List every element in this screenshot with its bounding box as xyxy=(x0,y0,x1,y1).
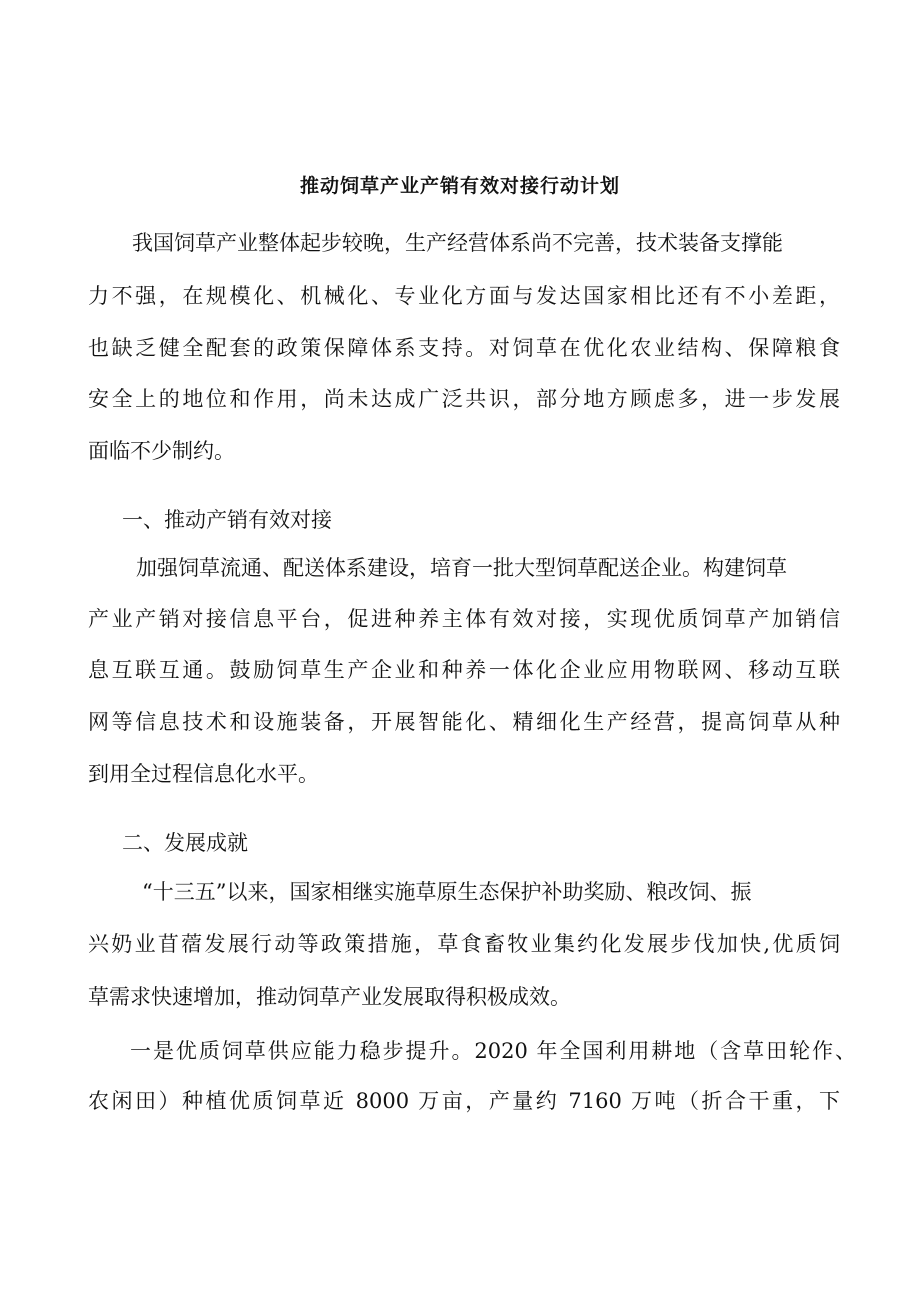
section1-line-1: 加强饲草流通、配送体系建设，培育一批大型饲草配送企业。构建饲草 xyxy=(136,556,787,580)
section1-line-4: 网等信息技术和设施装备，开展智能化、精细化生产经营，提高饲草从种 xyxy=(88,710,840,734)
section2-p2-line-2: 农闲田）种植优质饲草近 8000 万亩，产量约 7160 万吨（折合干重，下 xyxy=(88,1089,840,1113)
section2-p1-line-1: “十三五”以来，国家相继实施草原生态保护补助奖励、粮改饲、振 xyxy=(142,880,752,904)
section1-heading: 一、推动产销有效对接 xyxy=(122,508,332,532)
section1-line-5: 到用全过程信息化水平。 xyxy=(88,762,319,786)
section1-line-3: 息互联互通。鼓励饲草生产企业和种养一体化企业应用物联网、移动互联 xyxy=(88,658,840,682)
section2-p2-line-1: 一是优质饲草供应能力稳步提升。2020 年全国利用耕地（含草田轮作、 xyxy=(130,1039,856,1063)
intro-line-5: 面临不少制约。 xyxy=(88,439,235,463)
section2-p1-line-3: 草需求快速增加，推动饲草产业发展取得积极成效。 xyxy=(88,985,571,1009)
intro-line-3: 也缺乏健全配套的政策保障体系支持。对饲草在优化农业结构、保障粮食 xyxy=(88,336,840,360)
intro-line-2: 力不强，在规模化、机械化、专业化方面与发达国家相比还有不小差距， xyxy=(88,284,840,308)
intro-line-4: 安全上的地位和作用，尚未达成广泛共识，部分地方顾虑多，进一步发展 xyxy=(88,387,840,411)
section2-p1-line-2: 兴奶业苜蓿发展行动等政策措施，草食畜牧业集约化发展步伐加快,优质饲 xyxy=(88,932,840,956)
intro-line-1: 我国饲草产业整体起步较晚，生产经营体系尚不完善，技术装备支撑能 xyxy=(132,231,783,255)
section1-line-2: 产业产销对接信息平台，促进种养主体有效对接，实现优质饲草产加销信 xyxy=(88,607,840,631)
document-title: 推动饲草产业产销有效对接行动计划 xyxy=(299,175,620,197)
section2-heading: 二、发展成就 xyxy=(122,831,248,855)
